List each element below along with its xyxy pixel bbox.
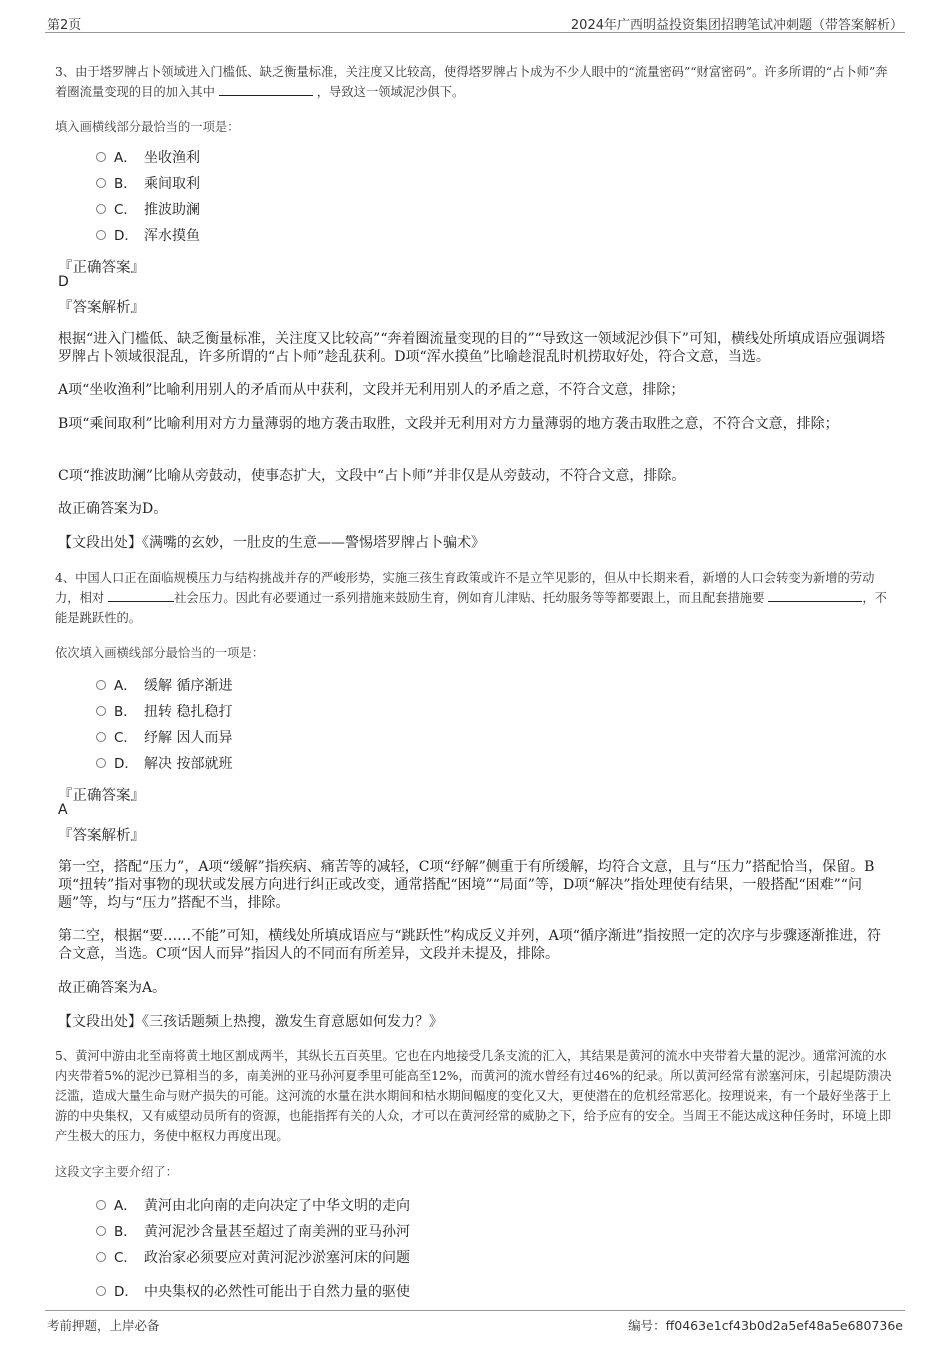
footer-slogan: 考前押题，上岸必备 (47, 1318, 160, 1333)
option-d[interactable]: D． 浑水摸鱼 (96, 226, 200, 246)
analysis-paragraph: B项“乘间取利”比喻利用对方力量薄弱的地方袭击取胜，文段并无利用对方力量薄弱的地方袭击取胜之意，不符合文意，排除； (58, 416, 839, 432)
option-c[interactable]: C． 政治家必须要应对黄河泥沙淤塞河床的问题 (96, 1248, 410, 1268)
analysis-paragraph: 故正确答案为D。 (58, 501, 168, 517)
page-footer (45, 1310, 905, 1333)
analysis-paragraph: 故正确答案为A。 (58, 980, 167, 996)
correct-answer: A (58, 802, 68, 818)
radio-icon[interactable] (96, 230, 106, 240)
option-c[interactable]: C． 纾解 因人而异 (96, 728, 232, 748)
analysis-paragraph: 根据“进入门槛低、缺乏衡量标准，关注度又比较高”“奔着圈流量变现的目的”“导致这一领域泥沙俱下”可知，横线处所填成语应强调塔罗牌占卜领域很混乱，许多所谓的“占卜师”趁乱获利。D项“浑水摸鱼”比喻趁混乱时机捞取好处，符合文意，当选。 (58, 331, 885, 365)
analysis-paragraph: 第二空，根据“要……不能”可知，横线处所填成语应与“跳跃性”构成反义并列，A项“循序渐进”指按照一定的次序与步骤逐渐推进，符合文意，当选。C项“因人而异”指因人的不同而有所差异，文段并未提及，排除。 (58, 928, 882, 962)
option-d[interactable]: D． 解决 按部就班 (96, 754, 232, 774)
answer-blank (768, 588, 862, 602)
source-citation: 【文段出处】《满嘴的玄妙，一肚皮的生意——警惕塔罗牌占卜骗术》 (58, 535, 485, 551)
question-5-prompt: 这段文字主要介绍了： (55, 1165, 178, 1179)
question-5-stem: 5、黄河中游由北至南将黄土地区割成两半，其纵长五百英里。它也在内地接受几条支流的汇入，其结果是黄河的流水中夹带着大量的泥沙。通常河流的水内夹带着5%的泥沙已算相当的多，南美洲的亚马孙河夏季里可能高至12%，而黄河的流水曾经有过46%的纪录。所以黄河经常有淤塞河床，引起堤防溃决泛滥，造成大量生命与财产损失的可能。这河流的水量在洪水期间和枯水期间幅度的变化又大，更使潜在的危机经常恶化。按理说来，有一个最好坐落于上游的中央集权，又有威望动员所有的资源，也能指挥有关的人众，才可以在黄河经常的威胁之下，给予应有的安全。当周王不能达成这种任务时，环境上即产生极大的压力，务使中枢权力再度出现。 (55, 1049, 892, 1143)
radio-icon[interactable] (96, 178, 106, 188)
option-d[interactable]: D． 中央集权的必然性可能出于自然力量的驱使 (96, 1282, 410, 1302)
option-b[interactable]: B． 黄河泥沙含量甚至超过了南美洲的亚马孙河 (96, 1222, 410, 1242)
correct-answer-label: 『正确答案』 (58, 788, 145, 804)
radio-icon[interactable] (96, 1226, 106, 1236)
question-4-prompt: 依次填入画横线部分最恰当的一项是： (55, 646, 265, 660)
analysis-label: 『答案解析』 (58, 300, 145, 316)
analysis-paragraph: 第一空，搭配“压力”，A项“缓解”指疾病、痛苦等的减轻，C项“纾解”侧重于有所缓解，均符合文意，且与“压力”搭配恰当，保留。B项“扭转”指对事物的现状或发展方向进行纠正或改变，通常搭配“困境”“局面”等，D项“解决”指处理使有结果，一般搭配“困难”“问题”等，均与“压力”搭配不当，排除。 (58, 859, 875, 911)
analysis-paragraph: C项“推波助澜”比喻从旁鼓动，使事态扩大，文段中“占卜师”并非仅是从旁鼓动，不符合文意，排除。 (58, 468, 686, 484)
option-a[interactable]: A． 缓解 循序渐进 (96, 676, 232, 696)
correct-answer-label: 『正确答案』 (58, 260, 145, 276)
page-number: 第2页 (47, 18, 82, 33)
radio-icon[interactable] (96, 1286, 106, 1296)
option-c[interactable]: C． 推波助澜 (96, 200, 200, 220)
option-a[interactable]: A． 黄河由北向南的走向决定了中华文明的走向 (96, 1196, 410, 1216)
radio-icon[interactable] (96, 204, 106, 214)
answer-blank (108, 588, 174, 602)
analysis-paragraph: A项“坐收渔利”比喻利用别人的矛盾而从中获利，文段并无利用别人的矛盾之意，不符合文意，排除； (58, 382, 685, 398)
radio-icon[interactable] (96, 1252, 106, 1262)
radio-icon[interactable] (96, 758, 106, 768)
answer-blank (219, 82, 313, 96)
option-b[interactable]: B． 扭转 稳扎稳打 (96, 702, 232, 722)
radio-icon[interactable] (96, 706, 106, 716)
question-3-prompt: 填入画横线部分最恰当的一项是： (55, 120, 240, 134)
radio-icon[interactable] (96, 732, 106, 742)
document-code: 编号：ff0463e1cf43b0d2a5ef48a5e680736e (628, 1318, 903, 1333)
question-3-stem: 3、由于塔罗牌占卜领域进入门槛低、缺乏衡量标准，关注度又比较高，使得塔罗牌占卜成为不少人眼中的“流量密码”“财富密码”。许多所谓的“占卜师”奔着圈流量变现的目的加入其中 ，导致这一领域泥沙俱下。 (55, 65, 888, 99)
page-header (45, 12, 905, 33)
source-citation: 【文段出处】《三孩话题频上热搜，激发生育意愿如何发力？》 (58, 1014, 443, 1030)
correct-answer: D (58, 274, 69, 290)
radio-icon[interactable] (96, 1200, 106, 1210)
document-title: 2024年广西明益投资集团招聘笔试冲刺题（带答案解析） (570, 18, 903, 33)
radio-icon[interactable] (96, 680, 106, 690)
option-a[interactable]: A． 坐收渔利 (96, 148, 200, 168)
option-b[interactable]: B． 乘间取利 (96, 174, 200, 194)
question-4-stem: 4、中国人口正在面临规模压力与结构挑战并存的严峻形势，实施三孩生育政策或许不是立竿见影的，但从中长期来看，新增的人口会转变为新增的劳动力，相对 社会压力。因此有必要通过一系列措施来鼓励生育，例如育儿津贴、托幼服务等等都要跟上，而且配套措施要 ，不能是跳跃性的。 (55, 571, 887, 625)
radio-icon[interactable] (96, 152, 106, 162)
analysis-label: 『答案解析』 (58, 828, 145, 844)
